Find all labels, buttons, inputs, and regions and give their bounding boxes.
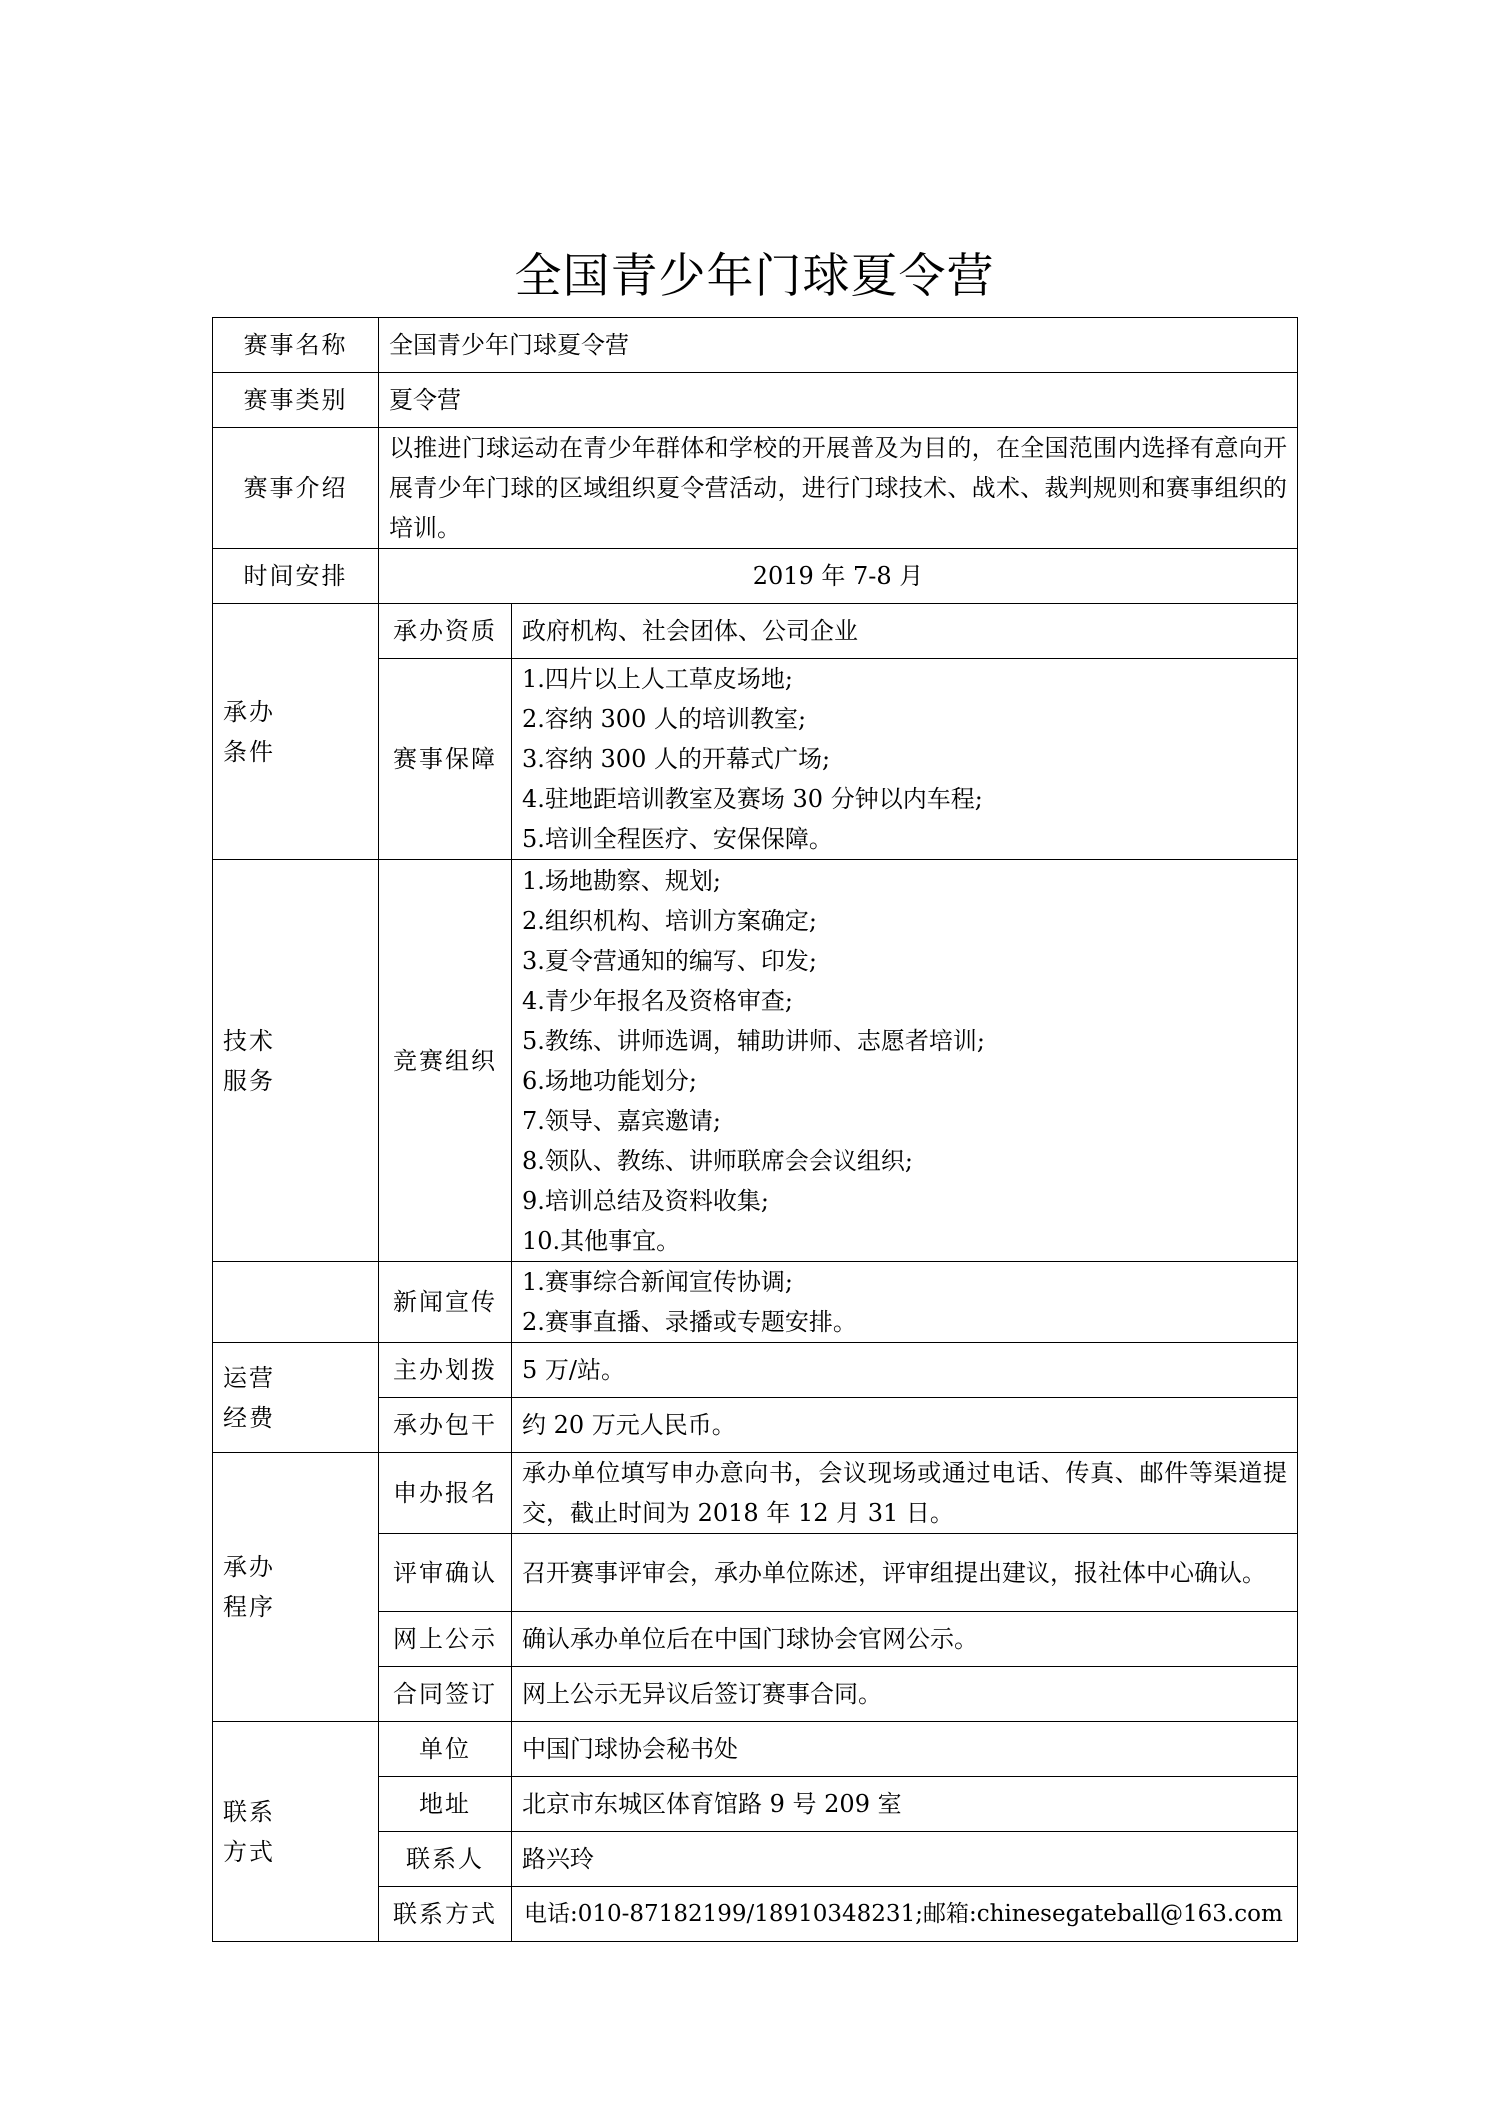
event-name-label: 赛事名称 bbox=[213, 318, 379, 373]
list-item: 1.场地勘察、规划; bbox=[522, 866, 721, 895]
publicity-label: 新闻宣传 bbox=[379, 1262, 512, 1343]
qualification-label: 承办资质 bbox=[379, 604, 512, 659]
host-funds-value: 约 20 万元人民币。 bbox=[512, 1398, 1298, 1453]
row-qualification bbox=[213, 604, 1298, 659]
hosting-procedure-category bbox=[213, 1453, 379, 1722]
list-item: 5.培训全程医疗、安保保障。 bbox=[522, 825, 833, 853]
schedule-value: 2019 年 7-8 月 bbox=[379, 549, 1298, 604]
list-item: 5.教练、讲师选调，辅助讲师、志愿者培训; bbox=[522, 1026, 985, 1055]
technical-service-category bbox=[213, 860, 379, 1262]
event-intro-label: 赛事介绍 bbox=[213, 428, 379, 549]
list-item: 7.领导、嘉宾邀请; bbox=[522, 1106, 721, 1135]
organizer-funds-label: 主办划拨 bbox=[379, 1343, 512, 1398]
list-item: 3.容纳 300 人的开幕式广场; bbox=[522, 745, 831, 773]
row-schedule bbox=[213, 549, 1298, 604]
contract-label: 合同签订 bbox=[379, 1667, 512, 1722]
list-item: 2.赛事直播、录播或专题安排。 bbox=[522, 1308, 857, 1336]
hosting-conditions-category bbox=[213, 604, 379, 860]
row-contact-unit bbox=[213, 1722, 1298, 1777]
competition-list bbox=[512, 860, 1298, 1262]
hosting-conditions-category-line2: 条件 bbox=[223, 737, 275, 766]
publicity-list bbox=[512, 1262, 1298, 1343]
list-item: 1.赛事综合新闻宣传协调; bbox=[522, 1268, 793, 1296]
announcement-value: 确认承办单位后在中国门球协会官网公示。 bbox=[512, 1612, 1298, 1667]
guarantee-list bbox=[512, 659, 1298, 860]
row-event-name bbox=[213, 318, 1298, 373]
technical-service-category-line1: 技术 bbox=[223, 1026, 275, 1055]
review-label: 评审确认 bbox=[379, 1534, 512, 1612]
row-event-type bbox=[213, 373, 1298, 428]
operating-funds-category-line1: 运营 bbox=[223, 1363, 275, 1392]
list-item: 4.青少年报名及资格审查; bbox=[522, 986, 793, 1015]
contact-category-line2: 方式 bbox=[223, 1837, 275, 1866]
operating-funds-category bbox=[213, 1343, 379, 1453]
row-application bbox=[213, 1453, 1298, 1534]
contact-address-label: 地址 bbox=[379, 1777, 512, 1832]
announcement-label: 网上公示 bbox=[379, 1612, 512, 1667]
review-value: 召开赛事评审会，承办单位陈述，评审组提出建议，报社体中心确认。 bbox=[512, 1534, 1298, 1612]
row-event-intro bbox=[213, 428, 1298, 549]
host-funds-label: 承办包干 bbox=[379, 1398, 512, 1453]
page-title: 全国青少年门球夏令营 bbox=[514, 249, 995, 304]
contact-category-line1: 联系 bbox=[223, 1797, 275, 1826]
technical-service-category-line2: 服务 bbox=[223, 1066, 275, 1095]
contact-person-label: 联系人 bbox=[379, 1832, 512, 1887]
row-organizer-funds bbox=[213, 1343, 1298, 1398]
guarantee-label: 赛事保障 bbox=[379, 659, 512, 860]
hosting-conditions-category-line1: 承办 bbox=[223, 697, 275, 726]
application-value: 承办单位填写申办意向书，会议现场或通过电话、传真、邮件等渠道提交，截止时间为 2018 年 12 月 31 日。 bbox=[512, 1453, 1298, 1534]
row-competition bbox=[213, 860, 1298, 1262]
list-item: 2.组织机构、培训方案确定; bbox=[522, 906, 817, 935]
list-item: 2.容纳 300 人的培训教室; bbox=[522, 705, 807, 733]
list-item: 10.其他事宜。 bbox=[522, 1226, 681, 1255]
contract-value: 网上公示无异议后签订赛事合同。 bbox=[512, 1667, 1298, 1722]
list-item: 1.四片以上人工草皮场地; bbox=[522, 665, 793, 693]
contact-unit-value: 中国门球协会秘书处 bbox=[512, 1722, 1298, 1777]
contact-method-value: 电话:010-87182199/18910348231;邮箱:chinesegateball@163.com bbox=[512, 1887, 1298, 1942]
contact-category bbox=[213, 1722, 379, 1942]
event-info-table bbox=[212, 317, 1298, 1942]
event-name-value: 全国青少年门球夏令营 bbox=[379, 318, 1298, 373]
list-item: 6.场地功能划分; bbox=[522, 1066, 697, 1095]
list-item: 9.培训总结及资料收集; bbox=[522, 1186, 769, 1215]
publicity-category-empty bbox=[213, 1262, 379, 1343]
list-item: 4.驻地距培训教室及赛场 30 分钟以内车程; bbox=[522, 785, 983, 813]
operating-funds-category-line2: 经费 bbox=[223, 1403, 275, 1432]
event-type-label: 赛事类别 bbox=[213, 373, 379, 428]
contact-method-label: 联系方式 bbox=[379, 1887, 512, 1942]
event-intro-value: 以推进门球运动在青少年群体和学校的开展普及为目的，在全国范围内选择有意向开展青少年门球的区域组织夏令营活动，进行门球技术、战术、裁判规则和赛事组织的培训。 bbox=[379, 428, 1298, 549]
list-item: 3.夏令营通知的编写、印发; bbox=[522, 946, 817, 975]
contact-person-value: 路兴玲 bbox=[512, 1832, 1298, 1887]
row-publicity bbox=[213, 1262, 1298, 1343]
competition-label: 竞赛组织 bbox=[379, 860, 512, 1262]
contact-address-value: 北京市东城区体育馆路 9 号 209 室 bbox=[512, 1777, 1298, 1832]
event-type-value: 夏令营 bbox=[379, 373, 1298, 428]
list-item: 8.领队、教练、讲师联席会会议组织; bbox=[522, 1146, 913, 1175]
qualification-value: 政府机构、社会团体、公司企业 bbox=[512, 604, 1298, 659]
hosting-procedure-category-line2: 程序 bbox=[223, 1593, 275, 1621]
schedule-label: 时间安排 bbox=[213, 549, 379, 604]
application-label: 申办报名 bbox=[379, 1453, 512, 1534]
contact-unit-label: 单位 bbox=[379, 1722, 512, 1777]
hosting-procedure-category-line1: 承办 bbox=[223, 1553, 275, 1581]
organizer-funds-value: 5 万/站。 bbox=[512, 1343, 1298, 1398]
